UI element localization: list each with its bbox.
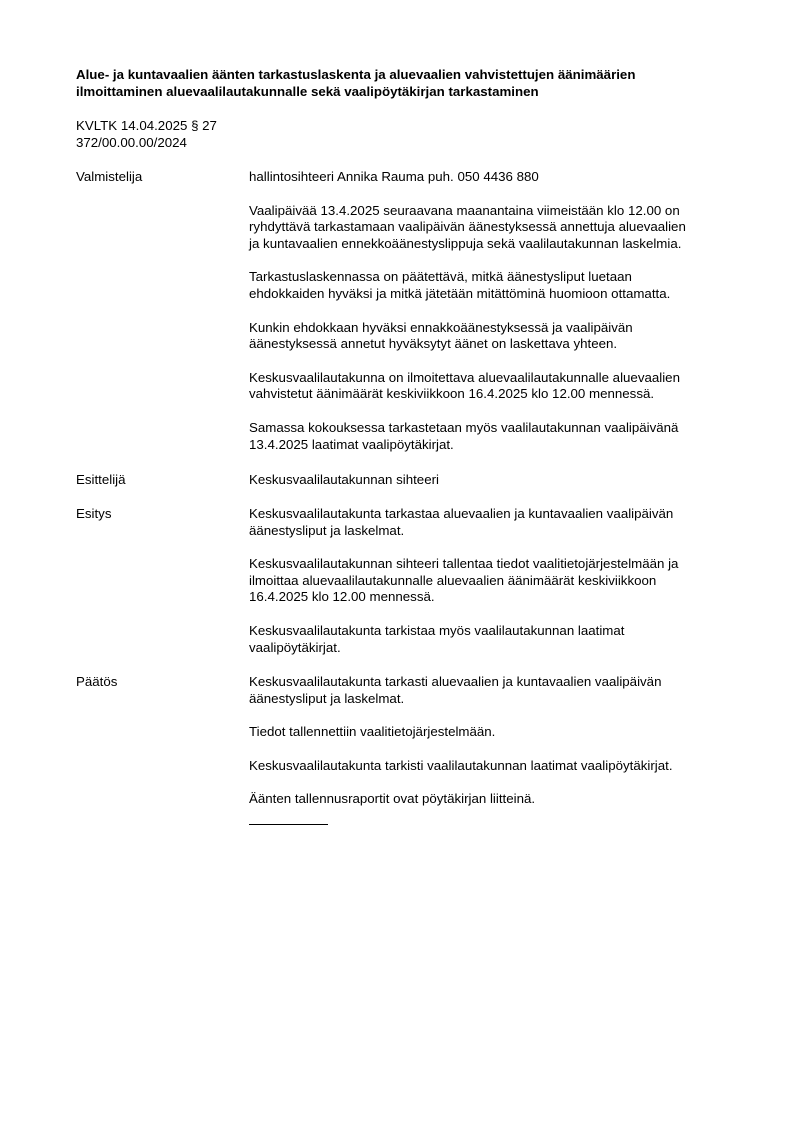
- section-content: [249, 674, 729, 825]
- text-line: vahvistetut äänimäärät keskiviikkoon 16.4.2025 klo 12.00 mennessä.: [249, 386, 655, 402]
- section-label: Esittelijä: [76, 472, 126, 487]
- paragraph: [249, 506, 729, 539]
- text-line: Tiedot tallennettiin vaalitietojärjestelmään.: [249, 724, 496, 740]
- record-number: 372/00.00.00/2024: [76, 134, 187, 150]
- text-line: ja kuntavaalien ennekkoäänestyslippuja sekä vaalilautakunnan laskelmia.: [249, 235, 682, 251]
- text-line: Keskusvaalilautakunta tarkastaa aluevaalien ja kuntavaalien vaalipäivän: [249, 506, 674, 521]
- paragraph: [249, 370, 729, 403]
- text-line: Keskusvaalilautakunta tarkistaa myös vaalilautakunnan laatimat: [249, 622, 625, 638]
- section-content: [249, 169, 729, 470]
- text-line: hallintosihteeri Annika Rauma puh. 050 4436 880: [249, 169, 539, 184]
- paragraph: [249, 320, 729, 353]
- text-line: äänestysliput ja laskelmat.: [249, 690, 405, 706]
- text-line: Keskusvaalilautakunta tarkisti vaalilautakunnan laatimat vaalipöytäkirjat.: [249, 757, 673, 773]
- text-line: vaalipöytäkirjat.: [249, 639, 341, 655]
- section-label: Valmistelija: [76, 169, 143, 184]
- paragraph: [249, 269, 729, 302]
- text-line: Keskusvaalilautakunnan sihteeri: [249, 472, 439, 487]
- text-line: Tarkastuslaskennassa on päätettävä, mitkä äänestysliput luetaan: [249, 269, 632, 285]
- document-meta: [76, 118, 376, 151]
- end-divider: [249, 824, 328, 825]
- text-line: ryhdyttävä tarkastamaan vaalipäivän äänestyksessä annettuja aluevaalien: [249, 219, 686, 235]
- title-line: ilmoittaminen aluevaalilautakunnalle sekä vaalipöytäkirjan tarkastaminen: [76, 83, 539, 99]
- paragraph: [249, 724, 729, 741]
- title-line: Alue- ja kuntavaalien äänten tarkastuslaskenta ja aluevaalien vahvistettujen äänimäärien: [76, 67, 636, 82]
- text-line: Samassa kokouksessa tarkastetaan myös vaalilautakunnan vaalipäivänä: [249, 419, 679, 435]
- document-title: [76, 67, 736, 100]
- paragraph: [249, 472, 729, 489]
- text-line: 16.4.2025 klo 12.00 mennessä.: [249, 589, 435, 605]
- paragraph: [249, 203, 729, 253]
- section-content: [249, 472, 729, 506]
- meeting-reference: KVLTK 14.04.2025 § 27: [76, 118, 217, 133]
- text-line: Keskusvaalilautakunta tarkasti aluevaalien ja kuntavaalien vaalipäivän: [249, 674, 662, 689]
- section-label: Päätös: [76, 674, 118, 689]
- text-line: Äänten tallennusraportit ovat pöytäkirjan liitteinä.: [249, 791, 536, 807]
- text-line: Vaalipäivää 13.4.2025 seuraavana maanantaina viimeistään klo 12.00 on: [249, 202, 680, 218]
- text-line: 13.4.2025 laatimat vaalipöytäkirjat.: [249, 436, 454, 452]
- paragraph: [249, 791, 729, 808]
- text-line: ilmoittaa aluevaalilautakunnalle aluevaalien äänimäärät keskiviikkoon: [249, 572, 657, 588]
- paragraph: [249, 623, 729, 656]
- text-line: äänestysliput ja laskelmat.: [249, 522, 405, 538]
- text-line: Keskusvaalilautakunna on ilmoitettava aluevaalilautakunnalle aluevaalien: [249, 369, 680, 385]
- paragraph: [249, 758, 729, 775]
- paragraph: [249, 169, 729, 186]
- paragraph: [249, 674, 729, 707]
- paragraph: [249, 556, 729, 606]
- text-line: ehdokkaiden hyväksi ja mitkä jätetään mitättöminä huomioon ottamatta.: [249, 285, 671, 301]
- text-line: Kunkin ehdokkaan hyväksi ennakkoäänestyksessä ja vaalipäivän: [249, 319, 633, 335]
- section-label: Esitys: [76, 506, 112, 521]
- paragraph: [249, 420, 729, 453]
- text-line: äänestyksessä annetut hyväksytyt äänet on laskettava yhteen.: [249, 336, 618, 352]
- section-content: [249, 506, 729, 673]
- text-line: Keskusvaalilautakunnan sihteeri tallentaa tiedot vaalitietojärjestelmään ja: [249, 556, 679, 572]
